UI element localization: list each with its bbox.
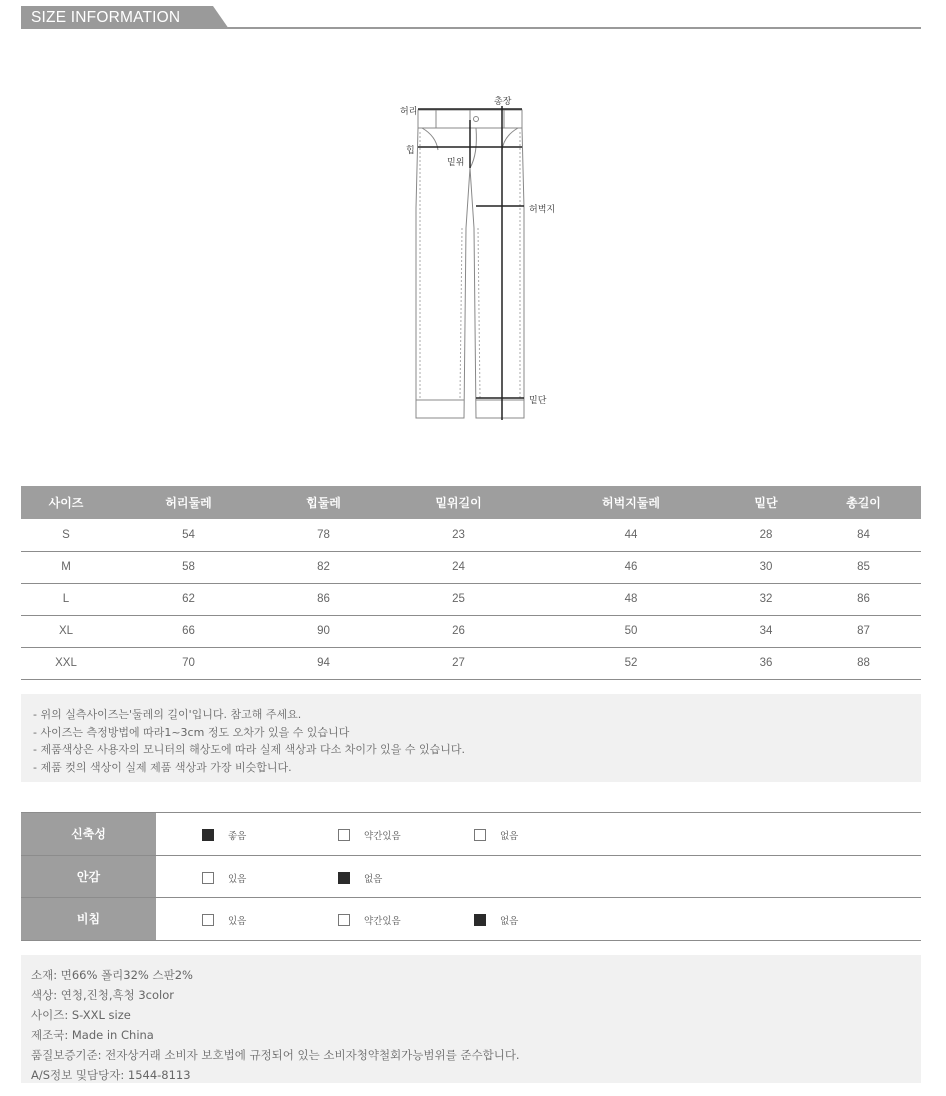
table-cell: 28 — [726, 519, 806, 551]
feature-label: 신축성 — [21, 813, 156, 855]
info-line: A/S정보 및담당자: 1544-8113 — [31, 1068, 191, 1082]
option-none[interactable] — [474, 913, 518, 927]
checkbox-checked[interactable] — [202, 829, 214, 841]
feature-label: 비침 — [21, 898, 156, 940]
col-thigh: 허벅지둘레 — [536, 486, 726, 519]
checkbox[interactable] — [338, 914, 350, 926]
option-good[interactable] — [202, 828, 246, 842]
size-table — [21, 486, 921, 680]
col-size: 사이즈 — [21, 486, 111, 519]
info-line: 품질보증기준: 전자상거래 소비자 보호법에 규정되어 있는 소비자청약철회가능범위를 준수합니다. — [31, 1048, 520, 1062]
table-cell: 78 — [266, 519, 381, 551]
col-hem: 밑단 — [726, 486, 806, 519]
info-line: 소재: 면66% 폴리32% 스판2% — [31, 968, 193, 982]
table-cell: 90 — [266, 615, 381, 647]
table-cell: 50 — [536, 615, 726, 647]
table-cell: 94 — [266, 647, 381, 679]
note-line: - 위의 실측사이즈는'둘레의 길이'입니다. 참고해 주세요. — [33, 708, 302, 721]
option-none[interactable] — [474, 828, 518, 842]
table-cell: XXL — [21, 647, 111, 679]
table-cell: 52 — [536, 647, 726, 679]
feature-label: 안감 — [21, 856, 156, 898]
header-tab — [21, 6, 213, 29]
table-row — [21, 615, 921, 647]
diagram-label-waist: 허리 — [400, 107, 418, 117]
checkbox-checked[interactable] — [474, 914, 486, 926]
table-cell: 30 — [726, 551, 806, 583]
option-label: 좋음 — [228, 831, 247, 842]
table-cell: XL — [21, 615, 111, 647]
pants-size-diagram — [380, 88, 580, 433]
product-info — [21, 955, 921, 1083]
feature-table — [21, 812, 921, 941]
table-cell: 34 — [726, 615, 806, 647]
table-cell: 27 — [381, 647, 536, 679]
option-label: 약간있음 — [364, 831, 401, 842]
table-cell: 70 — [111, 647, 266, 679]
table-cell: 85 — [806, 551, 921, 583]
feature-row-stretch — [21, 813, 921, 856]
diagram-label-rise: 밑위 — [447, 158, 465, 168]
table-cell: 25 — [381, 583, 536, 615]
table-cell: 44 — [536, 519, 726, 551]
section-title: SIZE INFORMATION — [31, 9, 181, 26]
option-label: 없음 — [500, 916, 519, 927]
size-table-header — [21, 486, 921, 519]
checkbox[interactable] — [474, 829, 486, 841]
feature-row-see-through — [21, 898, 921, 941]
checkbox[interactable] — [202, 872, 214, 884]
table-cell: 36 — [726, 647, 806, 679]
diagram-label-thigh: 허벅지 — [529, 205, 556, 215]
table-cell: 58 — [111, 551, 266, 583]
option-yes[interactable] — [202, 871, 246, 885]
checkbox-checked[interactable] — [338, 872, 350, 884]
table-cell: 46 — [536, 551, 726, 583]
note-line: - 제품 컷의 색상이 실제 제품 색상과 가장 비슷합니다. — [33, 760, 292, 774]
col-hip: 힙둘레 — [266, 486, 381, 519]
note-line: - 제품색상은 사용자의 모니터의 해상도에 따라 실제 색상과 다소 차이가 있을 수 있습니다. — [33, 743, 465, 756]
diagram-label-hip: 힙 — [406, 146, 415, 156]
table-row — [21, 583, 921, 615]
table-cell: 23 — [381, 519, 536, 551]
option-label: 있음 — [228, 873, 247, 885]
table-row — [21, 551, 921, 583]
table-cell: M — [21, 551, 111, 583]
table-cell: 82 — [266, 551, 381, 583]
option-label: 약간있음 — [364, 916, 401, 927]
size-notes — [21, 694, 921, 782]
option-slight[interactable] — [338, 913, 401, 927]
table-cell: 62 — [111, 583, 266, 615]
table-cell: 87 — [806, 615, 921, 647]
info-line: 제조국: Made in China — [31, 1028, 154, 1042]
col-rise: 밑위길이 — [381, 486, 536, 519]
diagram-label-hem: 밑단 — [529, 396, 547, 406]
table-cell: 54 — [111, 519, 266, 551]
note-line: - 사이즈는 측정방법에 따라1~3cm 정도 오차가 있을 수 있습니다 — [33, 725, 350, 739]
feature-row-lining — [21, 856, 921, 899]
table-cell: 86 — [806, 583, 921, 615]
checkbox[interactable] — [202, 914, 214, 926]
table-row — [21, 647, 921, 679]
table-cell: 84 — [806, 519, 921, 551]
table-cell: L — [21, 583, 111, 615]
diagram-label-total-length: 총장 — [494, 97, 512, 107]
table-cell: 24 — [381, 551, 536, 583]
col-waist: 허리둘레 — [111, 486, 266, 519]
table-cell: 86 — [266, 583, 381, 615]
info-line: 색상: 연청,진청,흑청 3color — [31, 988, 175, 1002]
table-cell: 26 — [381, 615, 536, 647]
info-line: 사이즈: S-XXL size — [31, 1008, 131, 1022]
table-cell: 32 — [726, 583, 806, 615]
pants-illustration — [380, 88, 580, 433]
table-cell: 66 — [111, 615, 266, 647]
option-label: 있음 — [228, 916, 247, 927]
checkbox[interactable] — [338, 829, 350, 841]
option-yes[interactable] — [202, 913, 246, 927]
col-total-length: 총길이 — [806, 486, 921, 519]
table-row — [21, 519, 921, 551]
option-label: 없음 — [364, 873, 383, 885]
table-cell: S — [21, 519, 111, 551]
section-header — [21, 6, 921, 29]
option-label: 없음 — [500, 831, 519, 842]
option-slight[interactable] — [338, 828, 401, 842]
table-cell: 88 — [806, 647, 921, 679]
table-cell: 48 — [536, 583, 726, 615]
option-none[interactable] — [338, 871, 382, 885]
